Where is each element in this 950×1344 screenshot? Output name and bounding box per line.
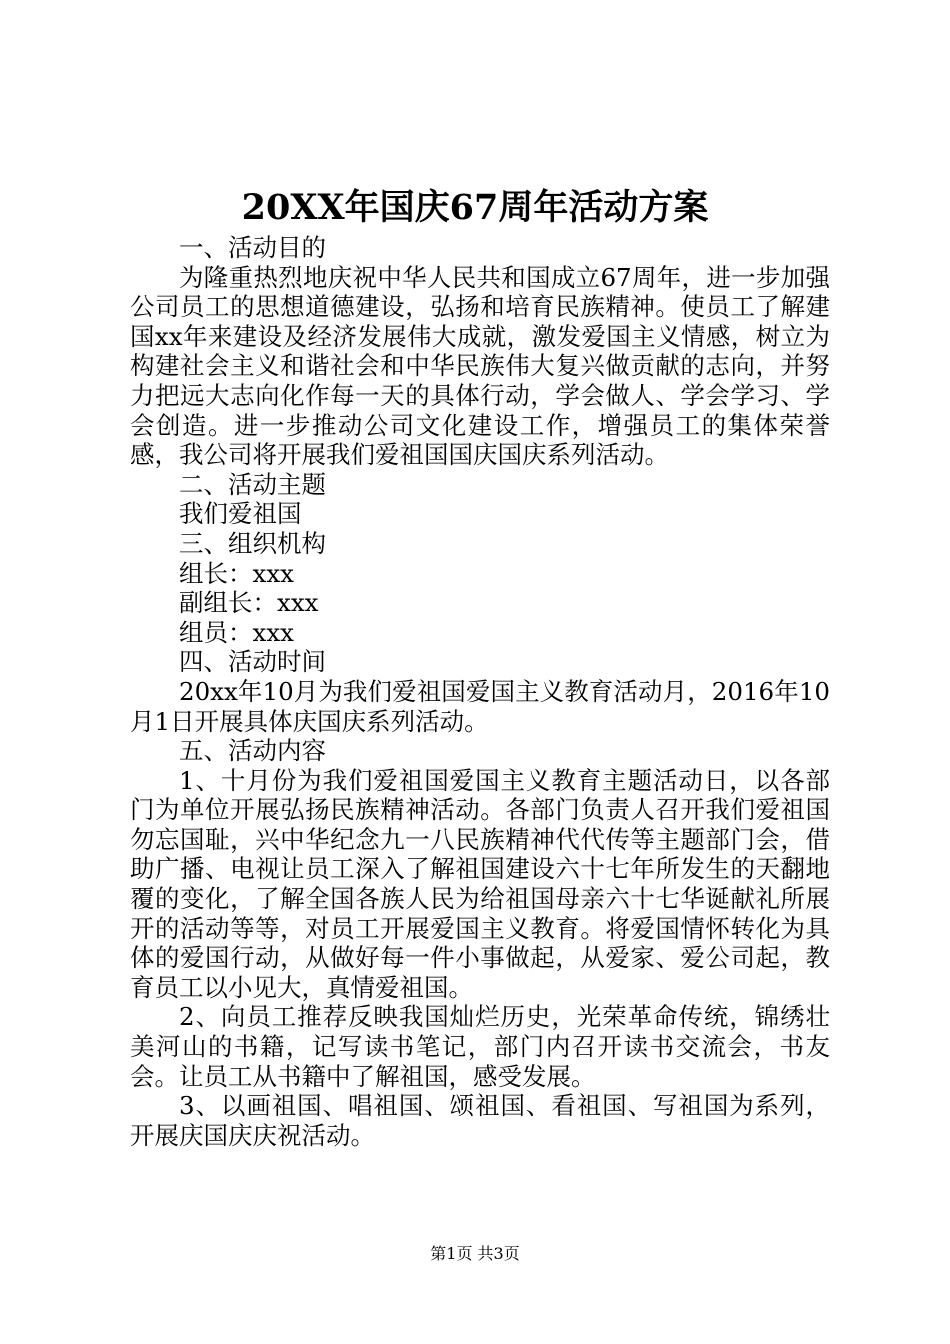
document-body	[130, 233, 830, 1150]
paragraph-leader: 组长：xxx	[179, 558, 294, 588]
paragraph-time: 20xx年10月为我们爱祖国爱国主义教育活动月，2016年10月1日开展具体庆国庆系列活动。	[130, 676, 830, 736]
page-footer: 第1页 共3页	[430, 1244, 520, 1263]
section-heading-content: 五、活动内容	[179, 736, 326, 766]
paragraph-content-2: 2、向员工推荐反映我国灿烂历史，光荣革命传统，锦绣壮美河山的书籍，记写读书笔记，部门内召开读书交流会，书友会。让员工从书籍中了解祖国，感受发展。	[130, 1002, 830, 1091]
paragraph-content-3: 3、以画祖国、唱祖国、颂祖国、看祖国、写祖国为系列，开展庆国庆庆祝活动。	[130, 1091, 830, 1150]
paragraph-members: 组员：xxx	[179, 617, 294, 647]
section-heading-purpose: 一、活动目的	[179, 233, 326, 262]
paragraph-deputy-leader: 副组长：xxx	[179, 588, 319, 618]
paragraph-purpose: 为隆重热烈地庆祝中华人民共和国成立67周年，进一步加强公司员工的思想道德建设，弘扬和培育民族精神。使员工了解建国xx年来建设及经济发展伟大成就，激发爱国主义情感，树立为构建社会主义和谐社会和中华民族伟大复兴做贡献的志向，并努力把远大志向化作每一天的具体行动，学会做人、学会学习、学会创造。进一步推动公司文化建设工作，增强员工的集体荣誉感，我公司将开展我们爱祖国国庆国庆系列活动。	[130, 262, 830, 470]
paragraph-content-1: 1、十月份为我们爱祖国爱国主义教育主题活动日，以各部门为单位开展弘扬民族精神活动。各部门负责人召开我们爱祖国勿忘国耻，兴中华纪念九一八民族精神代代传等主题部门会，借助广播、电视让员工深入了解祖国建设六十七年所发生的天翻地覆的变化，了解全国各族人民为给祖国母亲六十七华诞献礼所展开的活动等等，对员工开展爱国主义教育。将爱国情怀转化为具体的爱国行动，从做好每一件小事做起，从爱家、爱公司起，教育员工以小见大，真情爱祖国。	[130, 765, 830, 1002]
document-title: 20XX年国庆67周年活动方案	[241, 187, 709, 228]
section-heading-theme: 二、活动主题	[179, 469, 326, 499]
section-heading-organization: 三、组织机构	[179, 528, 326, 558]
paragraph-theme: 我们爱祖国	[179, 499, 302, 529]
section-heading-time: 四、活动时间	[179, 647, 326, 677]
